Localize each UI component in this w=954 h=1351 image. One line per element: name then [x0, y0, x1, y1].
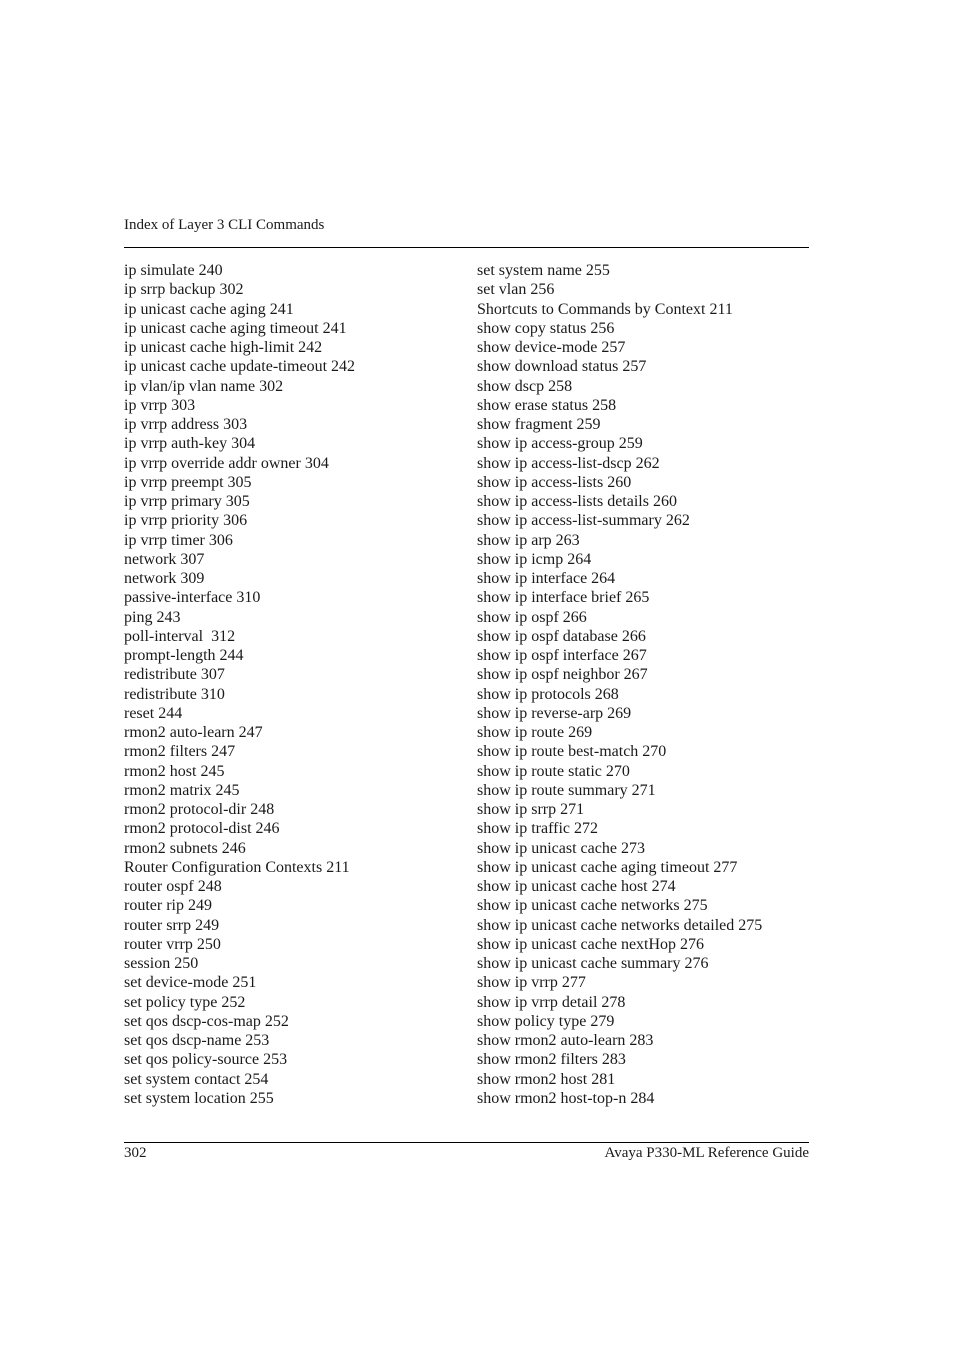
index-entry: ip unicast cache aging 241: [124, 300, 294, 318]
index-entry: ip vrrp 303: [124, 396, 196, 414]
index-entry: set system contact 254: [124, 1070, 269, 1088]
index-entry: set policy type 252: [124, 993, 246, 1011]
index-entry: show download status 257: [477, 358, 647, 376]
index-entry: show ip access-lists details 260: [477, 493, 677, 510]
index-entry: show ip ospf interface 267: [477, 647, 647, 664]
index-entry: router vrrp 250: [124, 935, 221, 953]
index-entry: show ip srrp 271: [477, 801, 585, 818]
index-entry: show ip route static 270: [477, 762, 630, 780]
footer-rule: [124, 1142, 809, 1143]
index-entry: show ip ospf neighbor 267: [477, 666, 648, 684]
index-entry: ip unicast cache aging timeout 241: [124, 319, 347, 337]
index-entry: ip vrrp preempt 305: [124, 473, 252, 491]
index-entry: ip vrrp priority 306: [124, 512, 248, 530]
index-entry: show dscp 258: [477, 377, 573, 395]
index-entry: redistribute 307: [124, 666, 225, 684]
index-entry: ping 243: [124, 608, 181, 626]
index-entry: rmon2 protocol-dir 248: [124, 801, 275, 818]
index-entry: show rmon2 host 281: [477, 1070, 616, 1088]
running-header: Index of Layer 3 CLI Commands: [124, 217, 325, 233]
index-entry: show ip traffic 272: [477, 820, 599, 838]
index-entry: reset 244: [124, 704, 183, 722]
index-entry: poll-interval 312: [124, 627, 236, 645]
index-entry: show ip vrrp 277: [477, 974, 586, 992]
index-entry: show ip arp 263: [477, 531, 580, 549]
index-entry: show ip icmp 264: [477, 550, 592, 568]
index-entry: passive-interface 310: [124, 589, 261, 607]
index-entry: ip unicast cache update-timeout 242: [124, 358, 356, 376]
index-entry: set qos dscp-cos-map 252: [124, 1012, 289, 1030]
index-entry: ip vrrp timer 306: [124, 531, 233, 549]
index-entry: redistribute 310: [124, 685, 225, 703]
index-entry: show ip unicast cache aging timeout 277: [477, 858, 738, 876]
index-entry: network 307: [124, 550, 205, 568]
index-entry: rmon2 matrix 245: [124, 781, 240, 799]
index-entry: show ip access-group 259: [477, 435, 643, 453]
index-entry: show ip access-list-summary 262: [477, 512, 690, 530]
index-entry: set device-mode 251: [124, 974, 257, 992]
index-entry: router ospf 248: [124, 878, 222, 895]
index-entry: show ip unicast cache 273: [477, 839, 645, 857]
index-entry: ip vrrp primary 305: [124, 493, 250, 510]
index-entry: show device-mode 257: [477, 339, 626, 356]
index-entry: show rmon2 host-top-n 284: [477, 1089, 655, 1107]
index-entry: ip vrrp address 303: [124, 416, 248, 433]
index-entry: show ip access-list-dscp 262: [477, 454, 660, 472]
index-entry: show ip route 269: [477, 724, 593, 741]
index-entry: ip unicast cache high-limit 242: [124, 339, 323, 356]
index-entry: prompt-length 244: [124, 647, 244, 664]
index-entry: show rmon2 filters 283: [477, 1051, 626, 1069]
index-entry: rmon2 filters 247: [124, 743, 236, 761]
index-entry: show ip unicast cache summary 276: [477, 955, 709, 972]
index-entry: session 250: [124, 955, 199, 972]
book-title: Avaya P330-ML Reference Guide: [604, 1145, 809, 1161]
index-entry: show erase status 258: [477, 396, 617, 414]
index-entry: show fragment 259: [477, 416, 601, 433]
index-entry: set qos policy-source 253: [124, 1051, 288, 1069]
index-left-column: [124, 261, 464, 1108]
index-entry: ip simulate 240: [124, 262, 223, 279]
index-entry: rmon2 subnets 246: [124, 839, 246, 857]
index-entry: rmon2 protocol-dist 246: [124, 820, 280, 838]
index-entry: show rmon2 auto-learn 283: [477, 1032, 654, 1049]
index-entry: show policy type 279: [477, 1012, 615, 1030]
index-right-column: [477, 261, 809, 1108]
index-entry: Router Configuration Contexts 211: [124, 858, 350, 876]
index-entry: show ip unicast cache networks 275: [477, 897, 708, 915]
index-entry: show ip reverse-arp 269: [477, 704, 632, 722]
index-entry: ip vlan/ip vlan name 302: [124, 377, 284, 395]
index-entry: show ip access-lists 260: [477, 473, 632, 491]
index-entry: show ip unicast cache host 274: [477, 878, 676, 895]
index-entry: ip srrp backup 302: [124, 281, 244, 299]
index-entry: router rip 249: [124, 897, 212, 915]
index-entry: set system location 255: [124, 1089, 274, 1107]
index-entry: set system name 255: [477, 262, 610, 279]
index-entry: show ip unicast cache networks detailed 275: [477, 916, 763, 934]
index-entry: show ip ospf database 266: [477, 627, 646, 645]
index-entry: ip vrrp override addr owner 304: [124, 454, 329, 472]
index-entry: show ip route best-match 270: [477, 743, 667, 761]
index-entry: ip vrrp auth-key 304: [124, 435, 256, 453]
index-entry: show ip unicast cache nextHop 276: [477, 935, 705, 953]
header-rule: [124, 247, 809, 248]
index-entry: rmon2 auto-learn 247: [124, 724, 263, 741]
index-entry: show copy status 256: [477, 319, 615, 337]
index-entry: show ip protocols 268: [477, 685, 619, 703]
index-entry: rmon2 host 245: [124, 762, 225, 780]
index-entry: network 309: [124, 570, 205, 587]
index-entry: set qos dscp-name 253: [124, 1032, 270, 1049]
index-entry: show ip interface brief 265: [477, 589, 650, 607]
index-entry: set vlan 256: [477, 281, 555, 299]
page-number: 302: [124, 1145, 147, 1161]
index-entry: router srrp 249: [124, 916, 220, 934]
index-entry: show ip ospf 266: [477, 608, 587, 626]
index-entry: show ip route summary 271: [477, 781, 656, 799]
index-entry: Shortcuts to Commands by Context 211: [477, 300, 733, 318]
index-entry: show ip interface 264: [477, 570, 616, 587]
index-entry: show ip vrrp detail 278: [477, 993, 626, 1011]
